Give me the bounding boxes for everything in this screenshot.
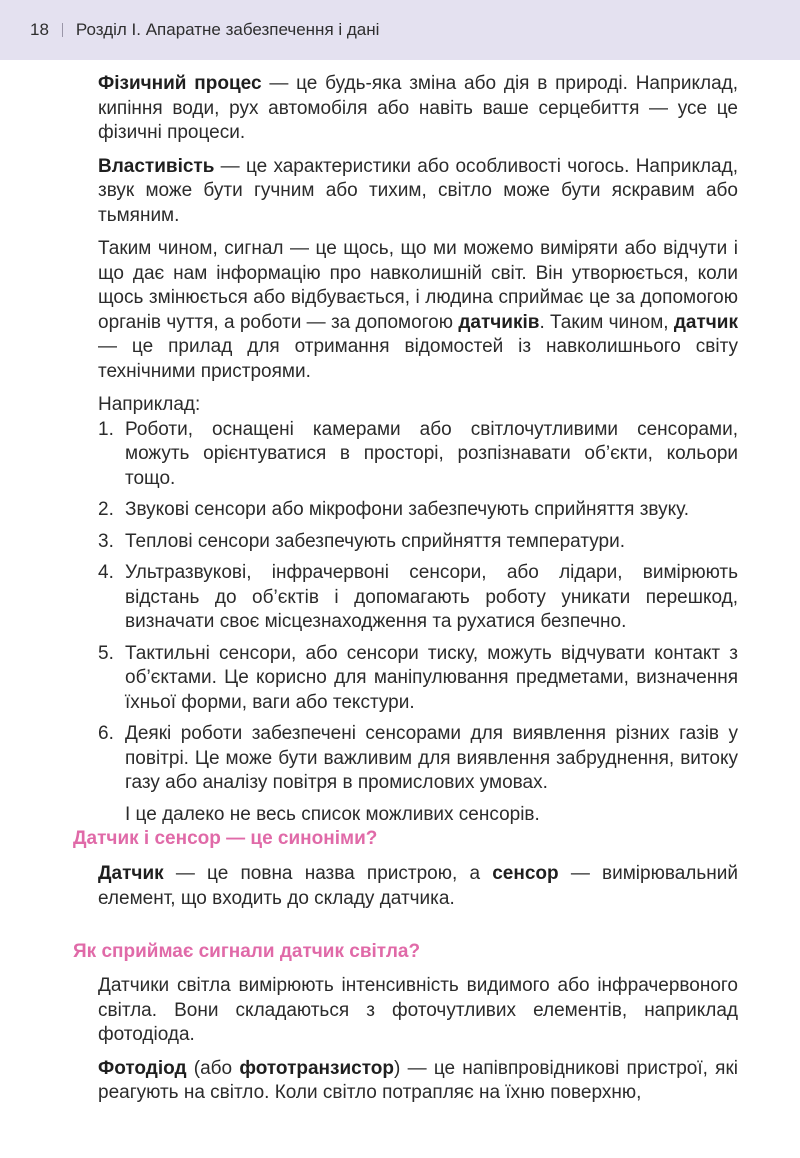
paragraph-property xyxy=(98,155,738,229)
definition-text: — це характеристики або особливості чогось. Наприклад, звук може бути гучним або тихим, світло може бути яскравим або тьмяним. xyxy=(98,155,738,226)
list-item-number: 4. xyxy=(98,562,114,583)
list-tail-note: І це далеко не весь список можливих сенсорів. xyxy=(125,803,540,825)
list-item xyxy=(98,561,738,635)
list-item-text: Тактильні сенсори, або сенсори тиску, можуть відчувати контакт з об’єктами. Це корисно для маніпулювання предметами, визначення їхньої форми, ваги або текстури. xyxy=(125,642,738,713)
main-content xyxy=(98,72,738,827)
list-item-number: 1. xyxy=(98,418,114,440)
list-item-text: Ультразвукові, інфрачервоні сенсори, або лідари, вимірюють відстань до об’єктів і допомагають роботу уникати перешкод, визначати своє місцезнаходження та рухатися безпечно. xyxy=(125,562,738,632)
list-intro: Наприклад: xyxy=(98,394,201,415)
list-item xyxy=(98,642,738,716)
section-heading-synonyms: Датчик і сенсор — це синоніми? xyxy=(73,828,378,849)
paragraph-photodiode xyxy=(98,1057,738,1106)
signal-text-3: — це прилад для отримання відомостей із навколишнього світу технічними пристроями. xyxy=(98,336,738,382)
list-item-text: Деякі роботи забезпечені сенсорами для виявлення різних газів у повітрі. Це може бути важливим для виявлення забруднення, витоку газу або аналізу повітря в промислових умовах. xyxy=(125,723,738,793)
definition-text: — це будь-яка зміна або дія в природі. Наприклад, кипіння води, рух автомобіля або навіть ваше серцебиття — усе це фізичні процеси. xyxy=(98,73,738,143)
signal-text-2: . Таким чином, xyxy=(539,311,674,333)
page-number: 18 xyxy=(30,20,49,39)
term-datchyk: Датчик xyxy=(98,863,164,884)
page-header xyxy=(0,0,800,60)
list-item xyxy=(98,722,738,796)
photodiode-text-2: ) — це напівпровідникові пристрої, які реагують на світло. Коли світло потрапляє на їхню поверхню, xyxy=(98,1057,738,1103)
signal-text-1: Таким чином, сигнал — це щось, що ми можемо виміряти або відчути і що дає нам інформацію про навколишній світ. Він утворюється, коли щось змінюється або відбувається, і людина сприймає це за допомогою органів чуття, а роботи — за допомогою xyxy=(98,238,738,333)
term-sensor: датчик xyxy=(673,311,738,333)
list-item-number: 5. xyxy=(98,642,114,664)
sensor-def-text-1: — це повна назва пристрою, а xyxy=(163,863,493,884)
section-title: Розділ І. Апаратне забезпечення і дані xyxy=(75,20,380,39)
term-property: Властивість xyxy=(98,155,215,177)
list-item-text: Роботи, оснащені камерами або світлочутливими сенсорами, можуть орієнтуватися в просторі, розпізнавати об’єкти, кольори тощо. xyxy=(125,418,738,489)
paragraph-sensor-definition xyxy=(98,862,738,911)
list-item-text: Теплові сенсори забезпечують сприйняття температури. xyxy=(125,530,625,552)
section-light-sensor-body xyxy=(98,974,738,1115)
photodiode-text-1: (або xyxy=(186,1057,240,1079)
term-photodiode: Фотодіод xyxy=(98,1057,187,1079)
list-item-number: 3. xyxy=(98,530,114,552)
header-divider xyxy=(62,23,63,37)
paragraph-light-sensors: Датчики світла вимірюють інтенсивність видимого або інфрачервоного світла. Вони складаються з фоточутливих елементів, наприклад фотодіода. xyxy=(98,975,738,1045)
section-heading-light-sensor: Як сприймає сигнали датчик світла? xyxy=(73,941,421,962)
term-sensors: датчиків xyxy=(458,311,540,333)
paragraph-physical-process xyxy=(98,72,738,146)
examples-list xyxy=(98,418,738,796)
paragraph-signal xyxy=(98,237,738,384)
sensor-def-text-2: — вимірювальний елемент, що входить до складу датчика. xyxy=(98,863,738,909)
list-item-text: Звукові сенсори або мікрофони забезпечують сприйняття звуку. xyxy=(125,499,690,520)
term-phototransistor: фототранзистор xyxy=(239,1057,394,1079)
list-item-number: 6. xyxy=(98,723,114,744)
term-sensor-element: сенсор xyxy=(492,863,559,884)
term-physical-process: Фізичний процес xyxy=(98,73,262,94)
list-item xyxy=(98,530,738,555)
list-item xyxy=(98,498,738,523)
list-item xyxy=(98,418,738,492)
list-item-number: 2. xyxy=(98,499,114,520)
section-synonyms-body xyxy=(98,862,738,920)
